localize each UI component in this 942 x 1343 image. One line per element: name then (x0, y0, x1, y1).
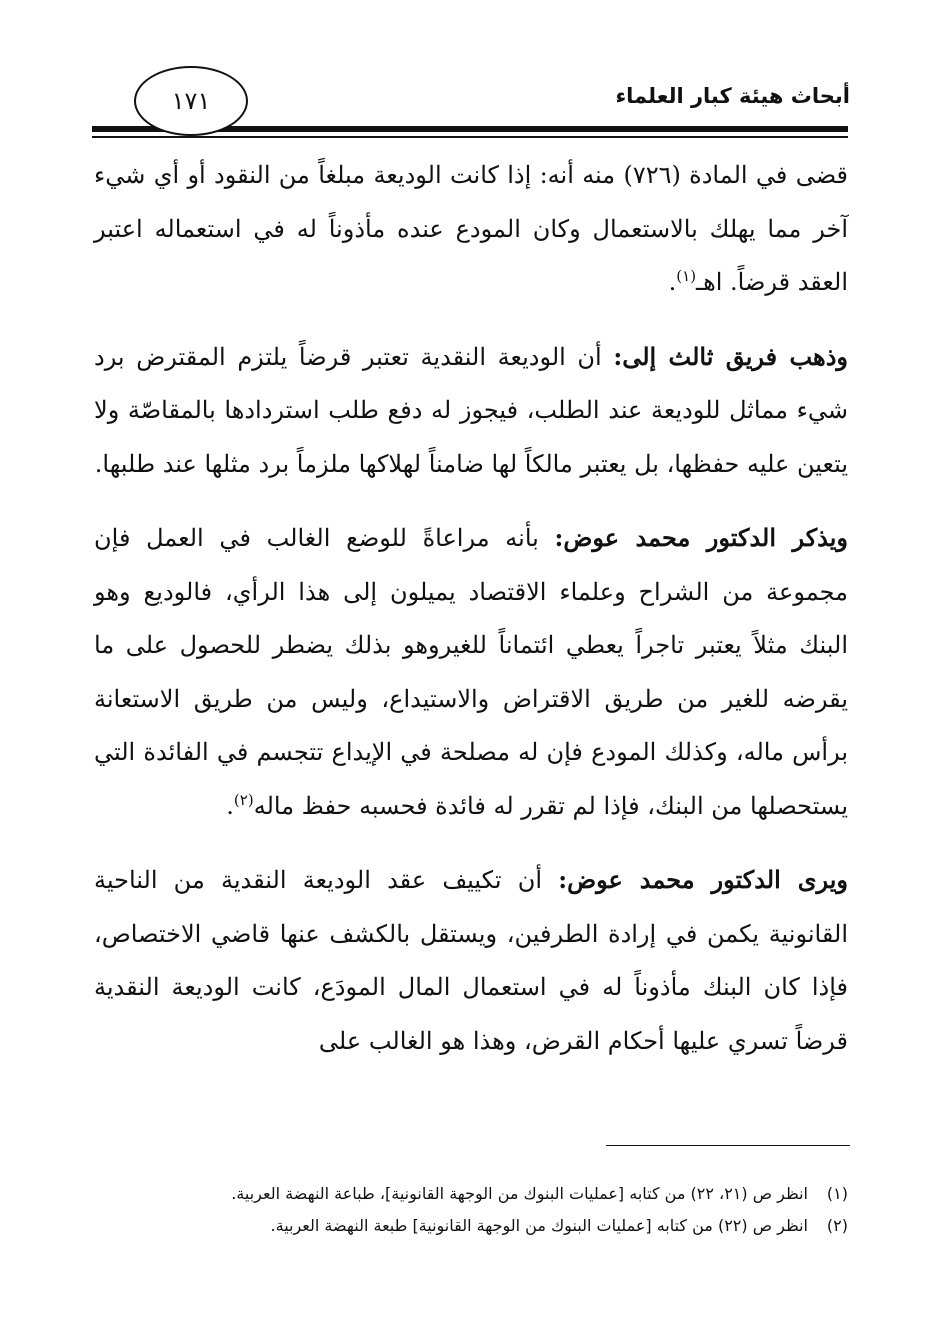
paragraph-lead: ويذكر الدكتور محمد عوض: (554, 523, 848, 552)
main-text (94, 148, 848, 1068)
footnote-separator (606, 1145, 850, 1146)
paragraph-text: بأنه مراعاةً للوضع الغالب في العمل فإن مجموعة من الشراح وعلماء الاقتصاد يميلون إلى هذا الرأي، فالوديع وهو البنك مثلاً يعتبر تاجراً يعطي ائتماناً للغيروهو بذلك يضطر للحصول على ما يقرضه للغير من طريق الاقتراض والاستيداع، وليس من طريق الاستعانة برأس ماله، وكذلك المودع فإن له مصلحة في الإيداع تتجسم في الفائدة التي يستحصلها من البنك، فإذا لم تقرر له فائدة فحسبه حفظ ماله (94, 524, 848, 820)
page-number: ١٧١ (171, 87, 211, 115)
paragraph-text: أن تكييف عقد الوديعة النقدية من الناحية القانونية يكمن في إرادة الطرفين، ويستقل بالكشف عنها قاضي الاختصاص، فإذا كان البنك مأذوناً له في استعمال المال المودَع، كانت الوديعة النقدية قرضاً تسري عليها أحكام القرض، وهذا هو الغالب على (94, 866, 848, 1055)
paragraph (94, 148, 848, 310)
footnote-text: انظر ص (٢٢) من كتابه [عمليات البنوك من الوجهة القانونية] طبعة النهضة العربية. (270, 1216, 808, 1235)
page-number-oval (134, 66, 248, 136)
paragraph-text: قضى في المادة (٧٢٦) منه أنه: إذا كانت الوديعة مبلغاً من النقود أو أي شيء آخر مما يهلك بالاستعمال وكان المودع عنده مأذوناً له في استعماله اعتبر العقد قرضاً. اهـ (94, 161, 848, 296)
running-header-title: أبحاث هيئة كبار العلماء (615, 84, 850, 108)
paragraph (94, 511, 848, 833)
footnote-number: (٢) (826, 1216, 848, 1235)
footnote (94, 1210, 848, 1242)
header-rule-thin (92, 136, 848, 138)
paragraph-lead: وذهب فريق ثالث إلى: (613, 341, 848, 371)
paragraph (94, 330, 848, 492)
paragraph-lead: ويرى الدكتور محمد عوض: (558, 865, 848, 894)
paragraph-tail: . (226, 791, 234, 820)
footnote-text: انظر ص (٢١، ٢٢) من كتابه [عمليات البنوك من الوجهة القانونية]، طباعة النهضة العربية. (231, 1184, 808, 1203)
paragraph-text: أن الوديعة النقدية تعتبر قرضاً يلتزم المقترض برد شيء مماثل للوديعة عند الطلب، فيجوز له دفع طلب استردادها بالمقاصّة ولا يتعين عليه حفظها، بل يعتبر مالكاً لها ضامناً لهلاكها ملزماً برد مثلها عند طلبها. (94, 342, 848, 478)
paragraph-tail: . (668, 268, 677, 296)
footnote-number: (١) (826, 1184, 848, 1203)
footnote-ref: (٢) (233, 790, 254, 809)
paragraph (94, 853, 848, 1068)
footnote-ref: (١) (676, 267, 697, 285)
footnotes (94, 1178, 848, 1242)
footnote (94, 1178, 848, 1210)
